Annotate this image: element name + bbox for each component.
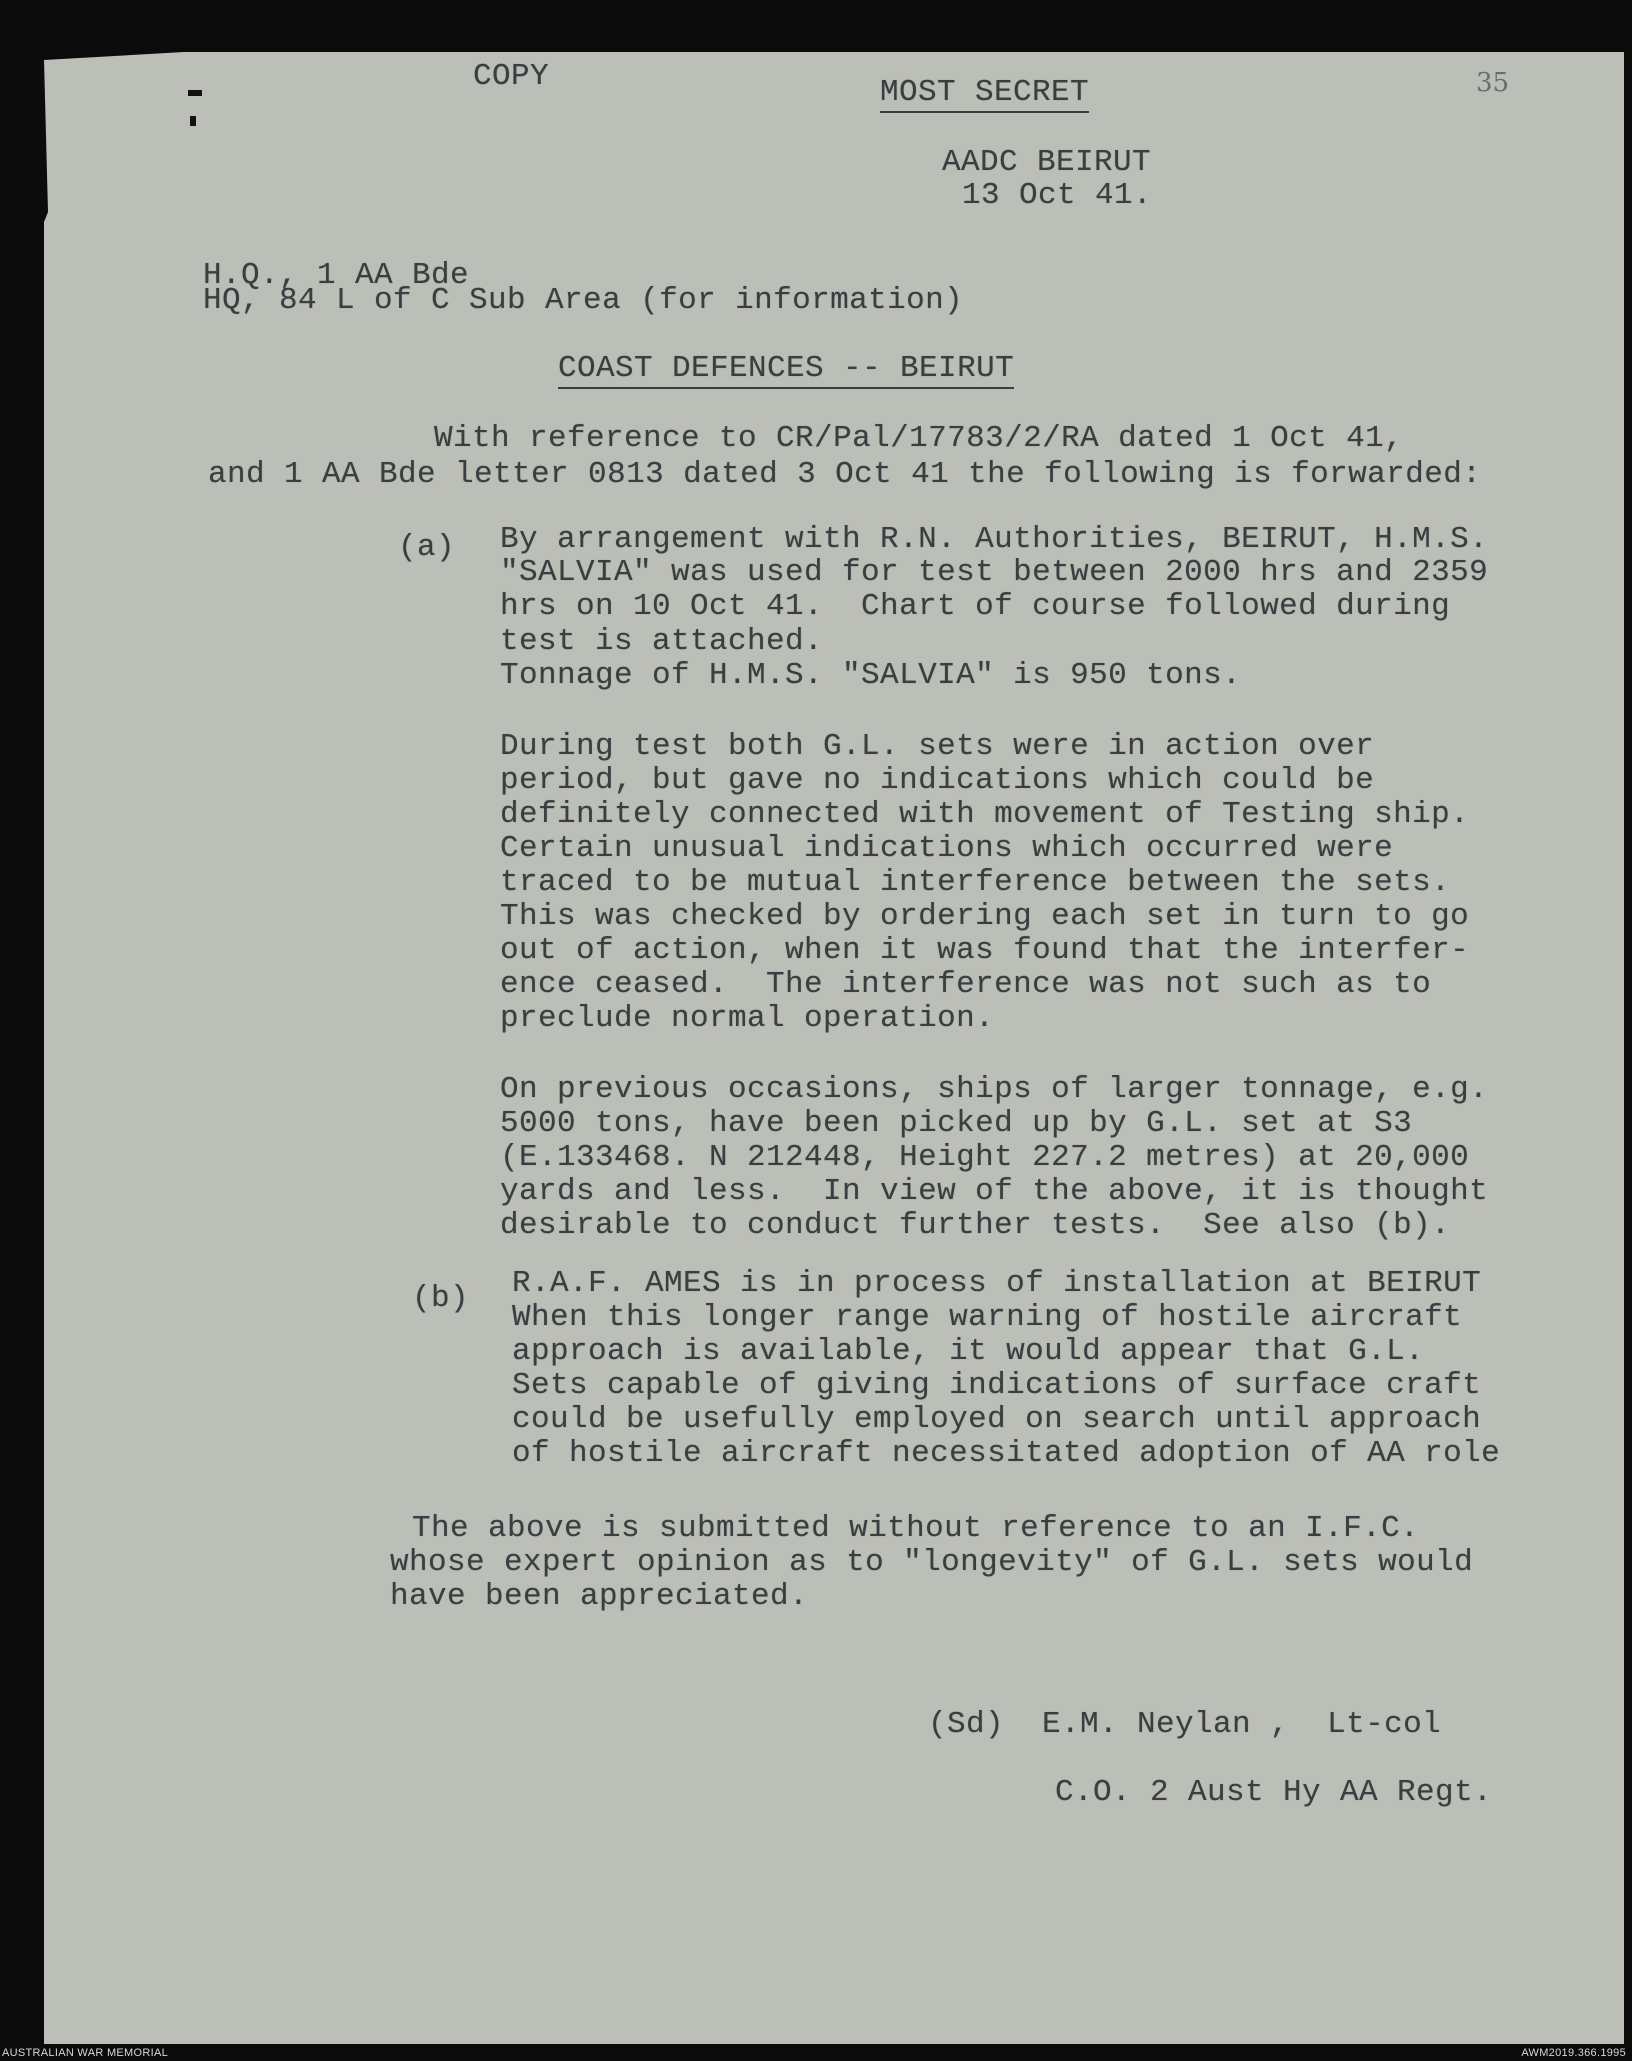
punch-mark [190, 116, 196, 126]
para-a-line: Certain unusual indications which occurred were [500, 831, 1394, 866]
para-a-line: yards and less. In view of the above, it is thought [500, 1174, 1489, 1209]
para-b-line: Sets capable of giving indications of surface craft [512, 1368, 1482, 1403]
intro-line: and 1 AA Bde letter 0813 dated 3 Oct 41 the following is forwarded: [208, 457, 1482, 492]
classification-marking: MOST SECRET [880, 76, 1089, 113]
para-a-line: (E.133468. N 212448, Height 227.2 metres) at 20,000 [500, 1140, 1470, 1175]
signatory-title: C.O. 2 Aust Hy AA Regt. [1055, 1775, 1493, 1810]
para-a-line: On previous occasions, ships of larger tonnage, e.g. [500, 1072, 1489, 1107]
signature-line: (Sd) E.M. Neylan , Lt-col [928, 1707, 1442, 1742]
addressee-line: HQ, 84 L of C Sub Area (for information) [203, 283, 964, 318]
para-a-line: test is attached. [500, 624, 824, 659]
para-a-line: "SALVIA" was used for test between 2000 hrs and 2359 [500, 555, 1489, 590]
para-b-line: could be usefully employed on search until approach [512, 1402, 1482, 1437]
closing-line: whose expert opinion as to "longevity" of G.L. sets would [390, 1545, 1474, 1580]
folio-number: 35 [1476, 68, 1510, 98]
para-a-line: out of action, when it was found that the interfer- [500, 933, 1470, 968]
para-a-line: desirable to conduct further tests. See also (b). [500, 1208, 1451, 1243]
para-a-line: hrs on 10 Oct 41. Chart of course followed during [500, 589, 1451, 624]
para-b-line: of hostile aircraft necessitated adoption of AA role [512, 1436, 1501, 1471]
para-b-line: When this longer range warning of hostile aircraft [512, 1300, 1463, 1335]
addressee-line: H.Q., 1 AA Bde [203, 258, 470, 293]
date: 13 Oct 41. [962, 178, 1153, 213]
para-a-line: ence ceased. The interference was not such as to [500, 967, 1432, 1002]
para-a-line: preclude normal operation. [500, 1001, 995, 1036]
footer-accession-number: AWM2019.366.1995 [1521, 2047, 1626, 2059]
closing-line: have been appreciated. [390, 1579, 809, 1614]
paragraph-marker-b: (b) [412, 1281, 470, 1316]
origin: AADC BEIRUT [942, 145, 1152, 180]
subject-heading: COAST DEFENCES -- BEIRUT [558, 352, 1014, 389]
punch-mark [188, 90, 202, 96]
para-a-line: definitely connected with movement of Testing ship. [500, 797, 1470, 832]
para-b-line: approach is available, it would appear that G.L. [512, 1334, 1425, 1369]
para-a-line: Tonnage of H.M.S. "SALVIA" is 950 tons. [500, 658, 1242, 693]
footer-institution: AUSTRALIAN WAR MEMORIAL [2, 2047, 169, 2059]
para-a-line: This was checked by ordering each set in turn to go [500, 899, 1470, 934]
para-b-line: R.A.F. AMES is in process of installation at BEIRUT [512, 1266, 1482, 1301]
intro-line: With reference to CR/Pal/17783/2/RA dated 1 Oct 41, [434, 421, 1404, 456]
para-a-line: period, but gave no indications which could be [500, 763, 1375, 798]
closing-line: The above is submitted without reference to an I.F.C. [412, 1511, 1420, 1546]
para-a-line: During test both G.L. sets were in action over [500, 729, 1375, 764]
para-a-line: 5000 tons, have been picked up by G.L. set at S3 [500, 1106, 1413, 1141]
copy-label: COPY [473, 59, 550, 94]
paragraph-marker-a: (a) [398, 530, 456, 565]
para-a-line: traced to be mutual interference between the sets. [500, 865, 1451, 900]
para-a-line: By arrangement with R.N. Authorities, BEIRUT, H.M.S. [500, 522, 1489, 557]
